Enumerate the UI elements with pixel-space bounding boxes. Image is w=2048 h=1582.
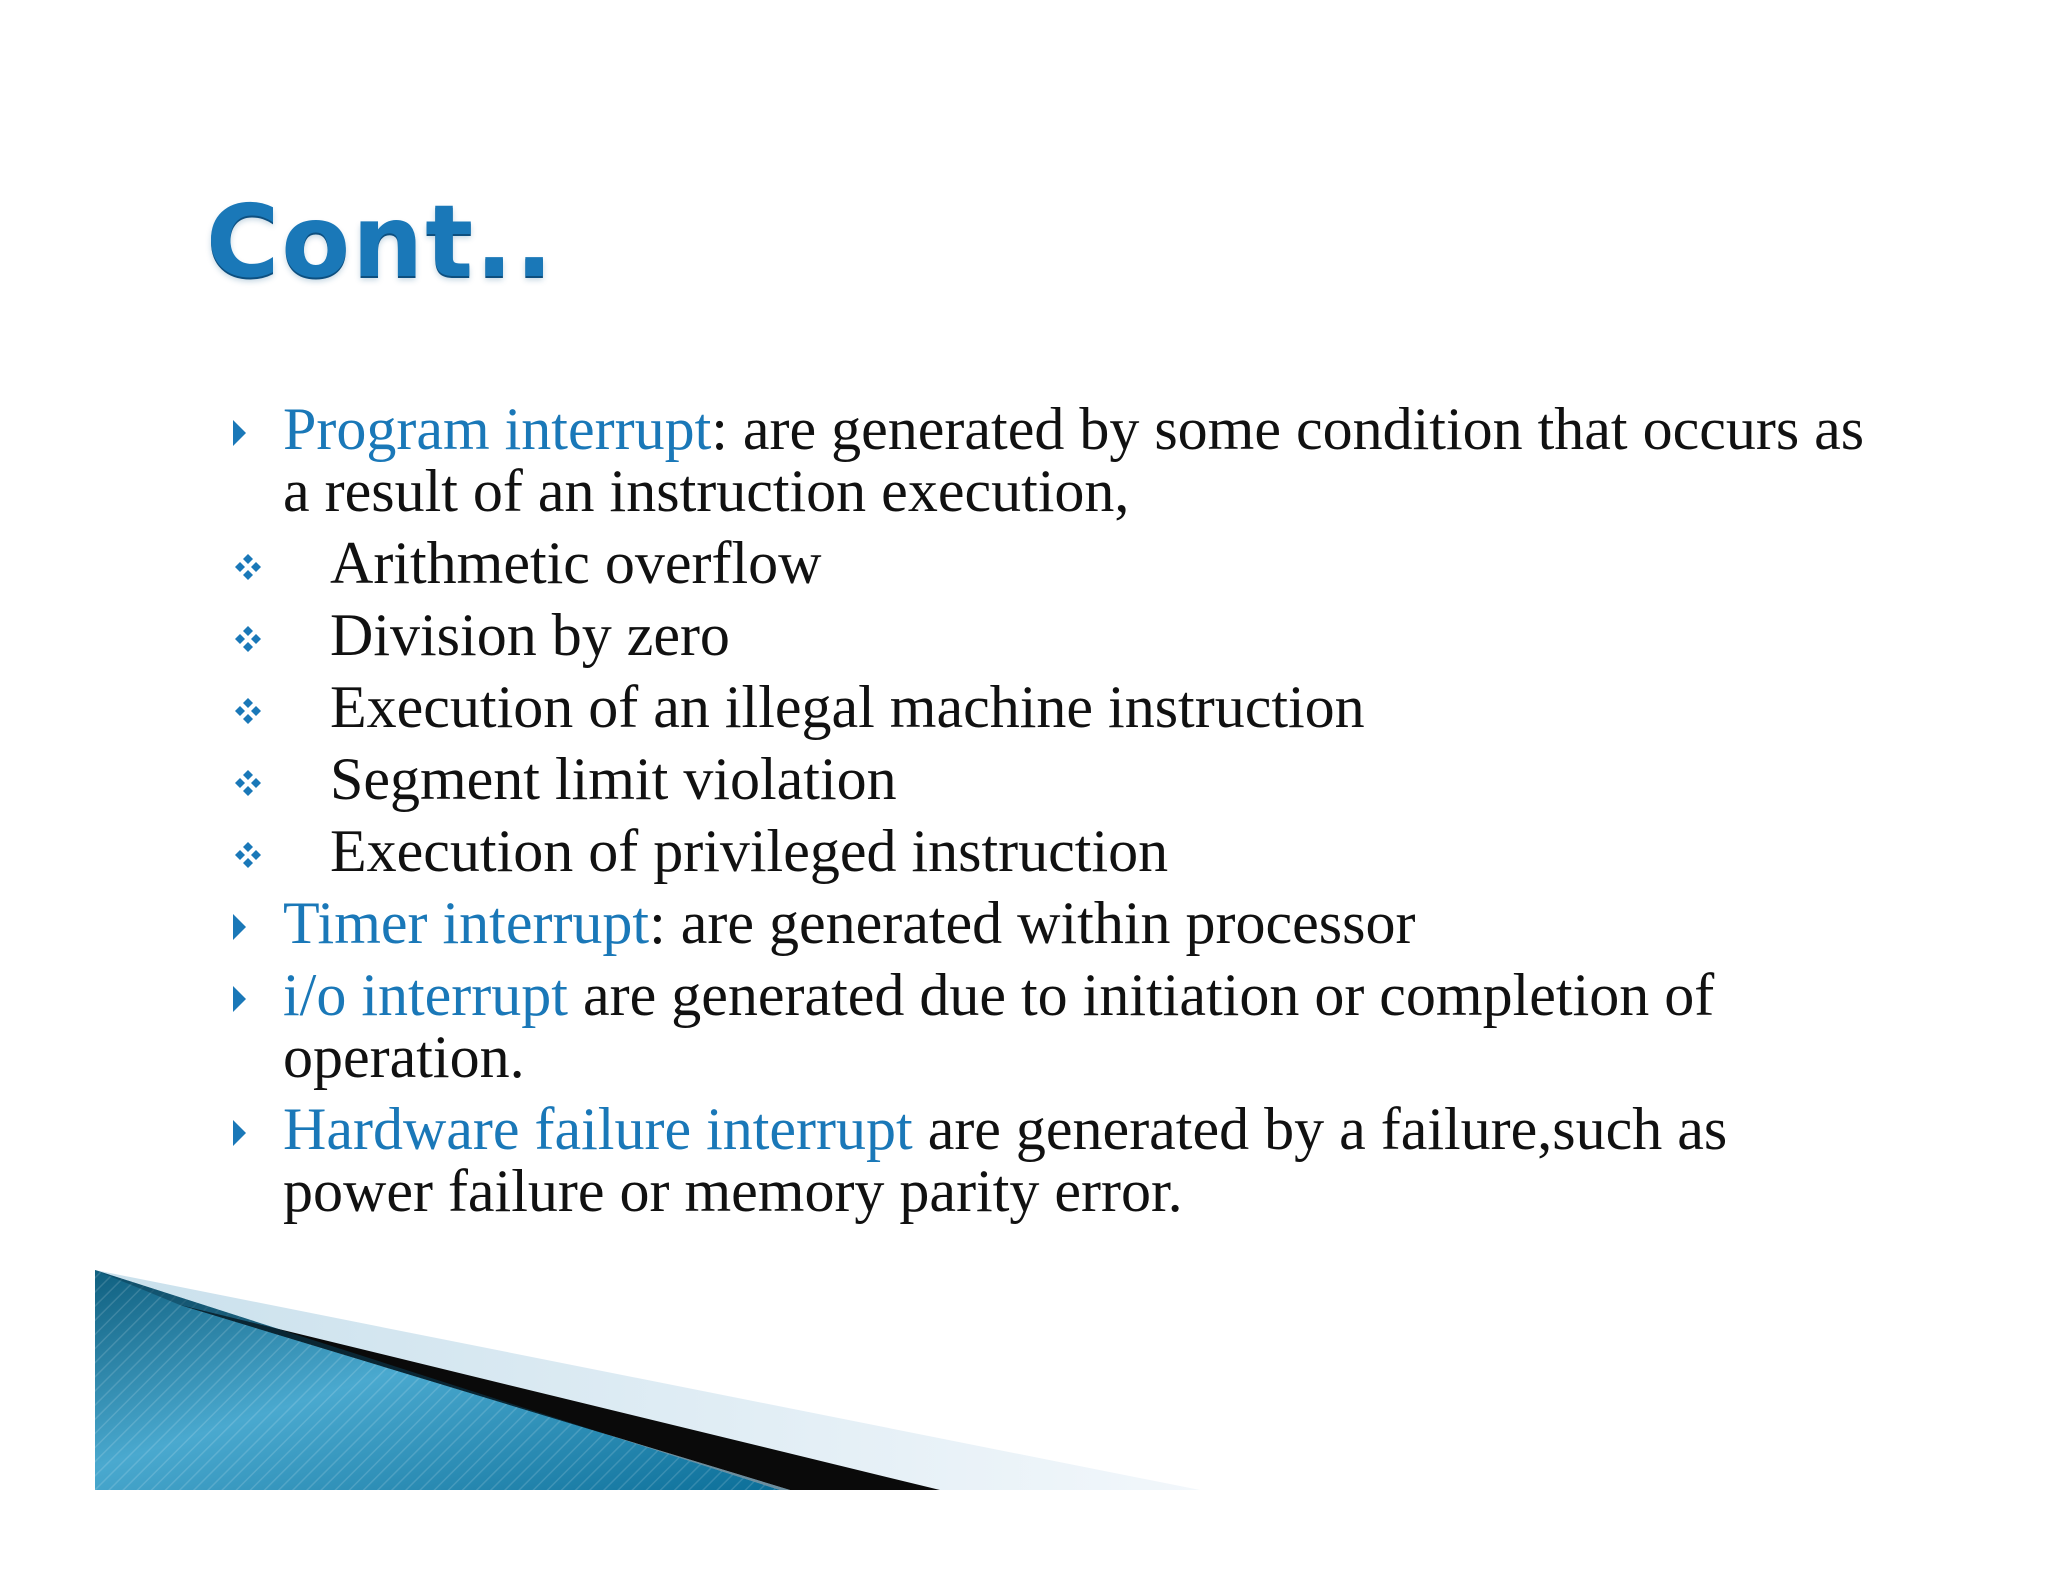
triangle-arrow-icon <box>233 1120 246 1146</box>
four-diamond-icon <box>233 840 263 870</box>
four-diamond-icon <box>233 768 263 798</box>
subitem-privileged-instruction <box>225 820 1865 882</box>
bullet-key: Program interrupt <box>283 396 712 462</box>
slide-title: Cont.. <box>206 183 556 300</box>
four-diamond-icon <box>233 552 263 582</box>
bullet-text: : are generated by some condition that occurs as a result of an instruction execution, <box>283 396 1865 524</box>
four-diamond-icon <box>233 624 263 654</box>
bullet-text: : are generated within processor <box>649 890 1416 956</box>
bullet-list <box>225 398 1865 1232</box>
subitem-text: Execution of privileged instruction <box>330 818 1169 884</box>
triangle-arrow-icon <box>233 914 246 940</box>
bullet-io-interrupt <box>225 964 1865 1088</box>
subitem-text: Execution of an illegal machine instruction <box>330 674 1365 740</box>
triangle-arrow-icon <box>233 420 246 446</box>
bullet-program-interrupt <box>225 398 1865 522</box>
triangle-arrow-icon <box>233 986 246 1012</box>
subitem-illegal-instruction <box>225 676 1865 738</box>
subitem-segment-limit <box>225 748 1865 810</box>
subitem-text: Division by zero <box>330 602 730 668</box>
four-diamond-icon <box>233 696 263 726</box>
subitem-arithmetic-overflow <box>225 532 1865 594</box>
bullet-hardware-failure-interrupt <box>225 1098 1865 1222</box>
subitem-text: Segment limit violation <box>330 746 897 812</box>
bullet-text: are generated by a failure,such as power failure or memory parity error. <box>283 1096 1728 1224</box>
bullet-key: Timer interrupt <box>283 890 650 956</box>
subitem-division-by-zero <box>225 604 1865 666</box>
bullet-timer-interrupt <box>225 892 1865 954</box>
bullet-text: are generated due to initiation or completion of operation. <box>283 962 1715 1090</box>
subitem-text: Arithmetic overflow <box>330 530 822 596</box>
bullet-key: i/o interrupt <box>283 962 568 1028</box>
bullet-key: Hardware failure interrupt <box>283 1096 913 1162</box>
